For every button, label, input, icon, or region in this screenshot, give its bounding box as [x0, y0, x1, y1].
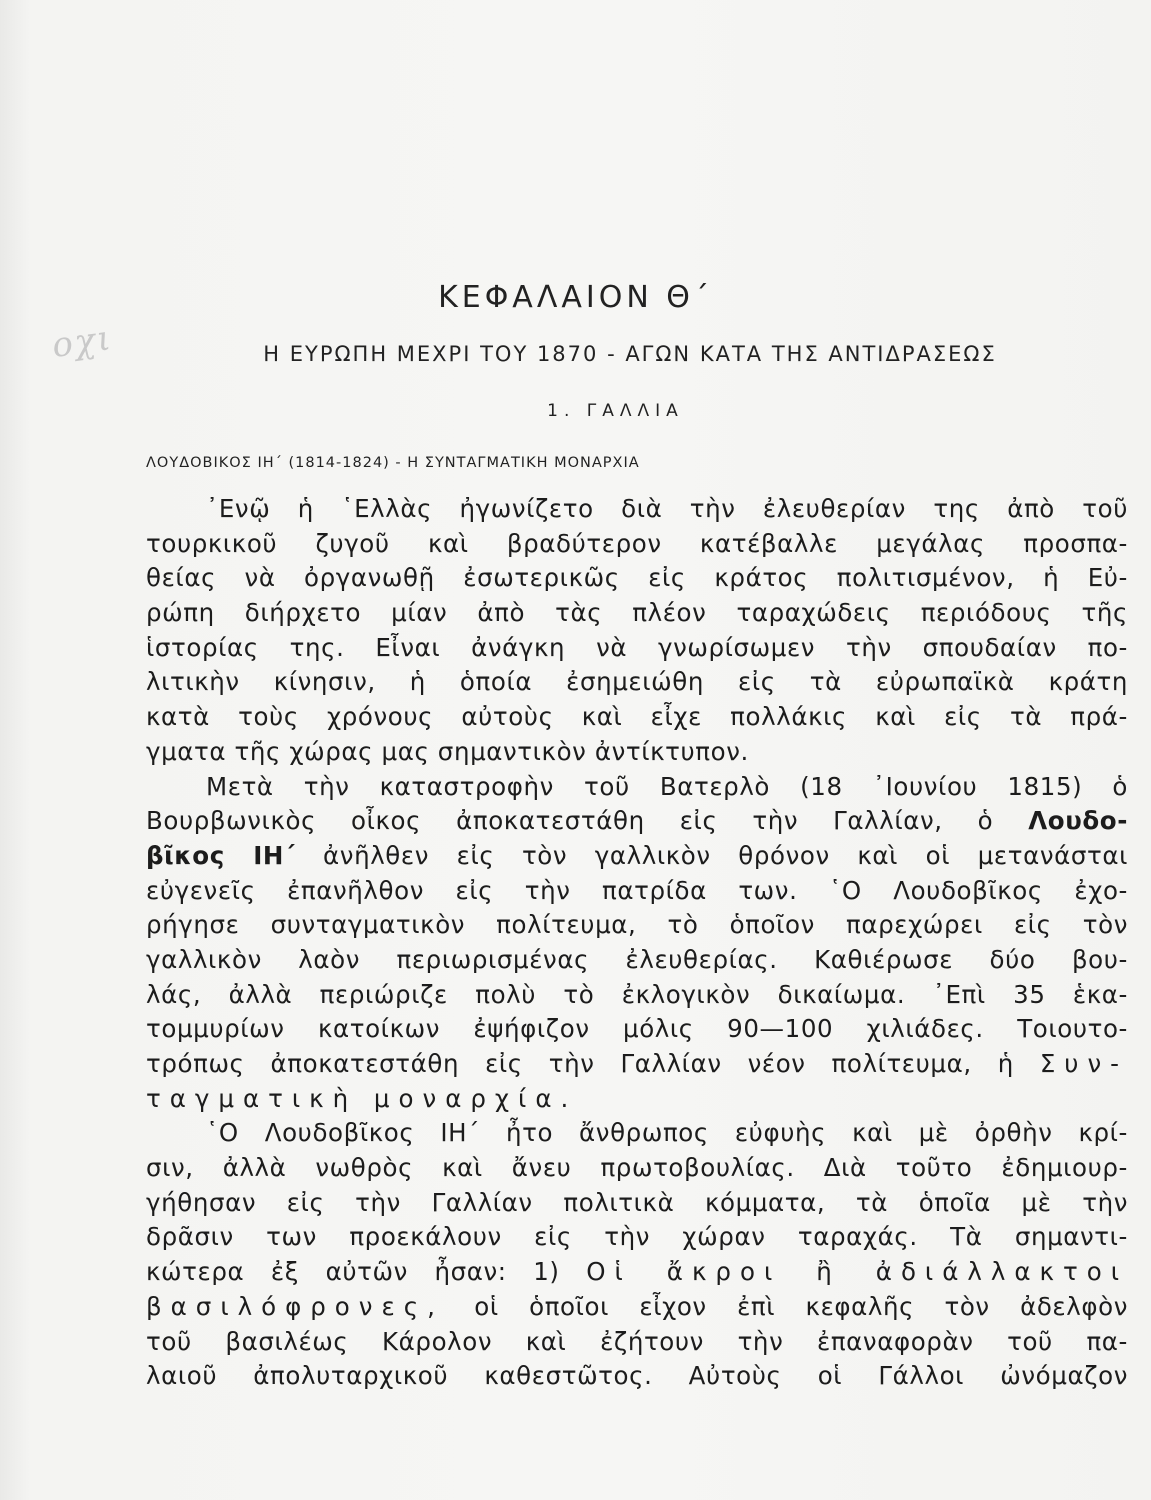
text-line	[146, 1082, 1128, 1117]
text-line: τομμυρίων κατοίκων ἐψήφιζον μόλις 90—100 χιλιάδες. Τοιουτο-	[146, 1014, 1128, 1044]
text-line: λάς, ἀλλὰ περιώριζε πολὺ τὸ ἐκλογικὸν δικαίωμα. ᾿Επὶ 35 ἑκα-	[146, 979, 1128, 1009]
body-text	[146, 492, 1128, 1394]
section-title: 1. ΓΑΛΛΙΑ	[547, 401, 684, 421]
text-line: λιτικὴν κίνησιν, ἡ ὁποία ἐσημειώθη εἰς τὰ εὐρωπαϊκὰ κράτη	[146, 667, 1128, 697]
text-line: τοῦ βασιλέως Κάρολον καὶ ἐζήτουν τὴν ἐπαναφορὰν τοῦ πα-	[146, 1326, 1128, 1356]
handwritten-margin-note: οχι	[49, 317, 115, 367]
spaced-term: ταγματικὴ μοναρχία.	[146, 1083, 578, 1113]
text-line	[146, 1255, 1128, 1290]
text-line: ρήγησε συνταγματικὸν πολίτευμα, τὸ ὁποῖον παρεχώρει εἰς τὸν	[146, 910, 1128, 940]
spaced-term: Συν-	[1039, 1049, 1128, 1078]
text-line: ρώπη διήρχετο μίαν ἀπὸ τὰς πλέον ταραχώδεις περιόδους τῆς	[146, 598, 1128, 628]
text-line: κατὰ τοὺς χρόνους αὐτοὺς καὶ εἶχε πολλάκις καὶ εἰς τὰ πρά-	[146, 702, 1128, 732]
text-line: ῾Ο Λουδοβῖκος ΙΗ΄ ἦτο ἄνθρωπος εὐφυὴς καὶ μὲ ὀρθὴν κρί-	[206, 1118, 1128, 1148]
text-line: τουρκικοῦ ζυγοῦ καὶ βραδύτερον κατέβαλλε μεγάλας προσπα-	[146, 528, 1128, 558]
text-line: σιν, ἀλλὰ νωθρὸς καὶ ἄνευ πρωτοβουλίας. Διὰ τοῦτο ἐδημιουρ-	[146, 1153, 1128, 1183]
text-line: γαλλικὸν λαὸν περιωρισμένας ἐλευθερίας. Καθιέρωσε δύο βου-	[146, 944, 1128, 974]
text-line: δρᾶσιν των προεκάλουν εἰς τὴν χώραν ταραχάς. Τὰ σημαντι-	[146, 1222, 1128, 1252]
text-segment: τρόπως ἀποκατεστάθη εἰς τὴν Γαλλίαν νέον πολίτευμα, ἡ	[146, 1049, 1014, 1078]
bold-name: βῖκος ΙΗ΄	[146, 840, 296, 870]
text-line: ἱστορίας της. Εἶναι ἀνάγκη νὰ γνωρίσωμεν τὴν σπουδαίαν πο-	[146, 632, 1128, 662]
text-line: εὐγενεῖς ἐπανῆλθον εἰς τὴν πατρίδα των. ῾Ο Λουδοβῖκος ἐχο-	[146, 875, 1128, 905]
text-segment: ἀνῆλθεν εἰς τὸν γαλλικὸν θρόνον καὶ οἱ μετανάσται	[323, 840, 1128, 870]
section-heading: ΛΟΥΔΟΒΙΚΟΣ ΙΗ΄ (1814-1824) - Η ΣΥΝΤΑΓΜΑΤΙΚΗ ΜΟΝΑΡΧΙΑ	[146, 455, 640, 471]
text-line: γματα τῆς χώρας μας σημαντικὸν ἀντίκτυπον.	[146, 736, 749, 766]
chapter-title: ΚΕΦΑΛΑΙΟΝ Θ΄	[438, 280, 713, 315]
text-line: γήθησαν εἰς τὴν Γαλλίαν πολιτικὰ κόμματα, τὰ ὁποῖα μὲ τὴν	[146, 1187, 1128, 1217]
text-segment: κώτερα ἐξ αὐτῶν ἦσαν: 1)	[146, 1257, 560, 1287]
text-line: θείας νὰ ὀργανωθῇ ἐσωτερικῶς εἰς κράτος πολιτισμένον, ἡ Εὐ-	[146, 563, 1128, 593]
text-line: ᾿Ενῷ ἡ ῾Ελλὰς ἠγωνίζετο διὰ τὴν ἐλευθερίαν της ἀπὸ τοῦ	[206, 494, 1128, 523]
spaced-term: βασιλόφρονες,	[146, 1291, 444, 1321]
text-line: Μετὰ τὴν καταστροφὴν τοῦ Βατερλὸ (18 ᾿Ιουνίου 1815) ὁ	[206, 771, 1128, 801]
text-line	[146, 1290, 1128, 1325]
text-line	[146, 1047, 1128, 1082]
text-segment: οἱ ὁποῖοι εἶχον ἐπὶ κεφαλῆς τὸν ἀδελφὸν	[474, 1291, 1128, 1321]
chapter-subtitle: Η ΕΥΡΩΠΗ ΜΕΧΡΙ ΤΟΥ 1870 - ΑΓΩΝ ΚΑΤΑ ΤΗΣ ΑΝΤΙΔΡΑΣΕΩΣ	[263, 342, 997, 366]
text-line	[146, 804, 1128, 839]
text-segment: Βουρβωνικὸς οἶκος ἀποκατεστάθη εἰς τὴν Γαλλίαν, ὁ	[146, 806, 994, 836]
spaced-term: Οἱ ἄκροι ἢ ἀδιάλλακτοι	[586, 1257, 1128, 1287]
text-line: λαιοῦ ἀπολυταρχικοῦ καθεστῶτος. Αὐτοὺς οἱ Γάλλοι ὠνόμαζον	[146, 1361, 1128, 1391]
text-line	[146, 839, 1128, 874]
bold-name: Λουδο-	[1028, 806, 1128, 836]
